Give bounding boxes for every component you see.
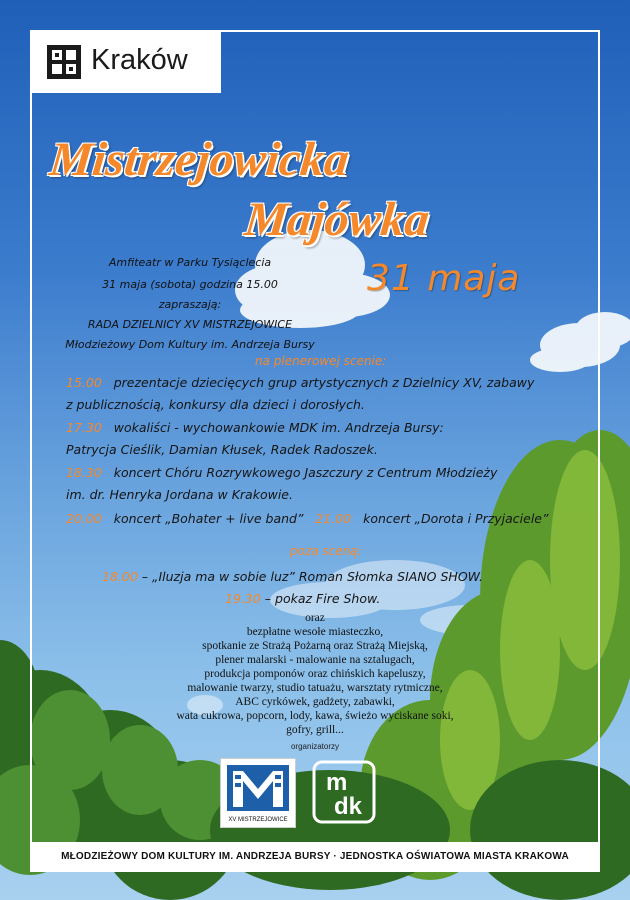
program-text-cont: im. dr. Henryka Jordana w Krakowie. [66,487,293,502]
organizer-mdk: Młodzieżowy Dom Kultury im. Andrzeja Bursy [65,338,315,351]
program-item [66,375,534,390]
krakow-emblem-icon [47,45,81,79]
offstage-time: 19.30 [225,591,261,606]
event-date: 31 maja [367,258,521,299]
offstage-text: – „Iluzja ma w sobie luz” Roman Słomka SIANO SHOW. [141,569,483,584]
extras-item: spotkanie ze Strażą Pożarną oraz Strażą Miejską, [202,640,428,652]
program-text: koncert „Bohater + live band” [113,511,304,526]
offstage-item [102,569,483,584]
offstage-text: – pokaz Fire Show. [264,591,381,606]
offstage-item [225,591,380,606]
brand-name: Kraków [91,44,188,76]
event-time: 31 maja (sobota) godzina 15.00 [102,278,278,291]
venue: Amfiteatr w Parku Tysiąclecia [108,256,272,269]
program-time: 17.30 [66,420,102,435]
extras-item: bezpłatne wesołe miasteczko, [246,626,384,638]
invite-label: zapraszają: [158,298,222,311]
extras-item: wata cukrowa, popcorn, lody, kawa, świeżo wyciskane soki, [176,710,454,722]
extras-item: malowanie twarzy, studio tatuażu, warsztaty rytmiczne, [187,682,443,694]
mistrzejowice-logo [220,758,296,828]
mistrzejowice-logo-text: XV MISTRZEJOWICE [228,817,288,823]
extras-item: plener malarski - malowanie na sztalugach, [215,654,415,666]
program-text: prezentacje dziecięcych grup artystycznych z Dzielnicy XV, zabawy [113,375,535,390]
extras-item: ABC cyrkówek, gadżety, zabawki, [235,696,395,708]
svg-text:dk: dk [334,793,363,820]
organizer-council: RADA DZIELNICY XV MISTRZEJOWICE [87,318,293,331]
program-text-cont: z publicznością, konkursy dla dzieci i dorosłych. [66,397,365,412]
mdk-logo-icon [312,760,376,824]
svg-text:m: m [326,769,348,796]
program-text-cont: Patrycja Cieślik, Damian Kłusek, Radek Radoszek. [66,442,378,457]
title-line-1: Mistrzejowicka [47,133,352,186]
program-time: 21.00 [315,511,352,526]
title-line-2: Majówka [242,193,432,246]
krakow-logo [31,31,221,93]
program-item [66,511,548,526]
program-item [66,465,497,480]
program-text: wokaliści - wychowankowie MDK im. Andrzeja Bursy: [113,420,444,435]
extras-item: oraz [305,612,325,624]
stage-heading: na plenerowej scenie: [255,354,387,368]
extras-item: produkcja pomponów oraz chińskich kapeluszy, [204,668,426,680]
program-time: 20.00 [66,511,102,526]
program-time: 18.30 [66,465,102,480]
program-item [66,420,444,435]
offstage-heading: poza sceną: [290,544,362,558]
extras-item: gofry, grill... [286,724,344,736]
program-text: koncert Chóru Rozrywkowego Jaszczury z Centrum Młodzieży [113,465,498,480]
footer-bar: MŁODZIEŻOWY DOM KULTURY IM. ANDRZEJA BURSY · JEDNOSTKA OŚWIATOWA MIASTA KRAKOWA [31,842,599,872]
program-text: koncert „Dorota i Przyjaciele” [363,511,549,526]
organizers-label: organizatorzy [290,742,340,751]
program-time: 15.00 [66,375,102,390]
mistrzejowice-emblem-icon [221,759,295,815]
offstage-time: 18.00 [102,569,138,584]
extras-list [130,611,500,737]
